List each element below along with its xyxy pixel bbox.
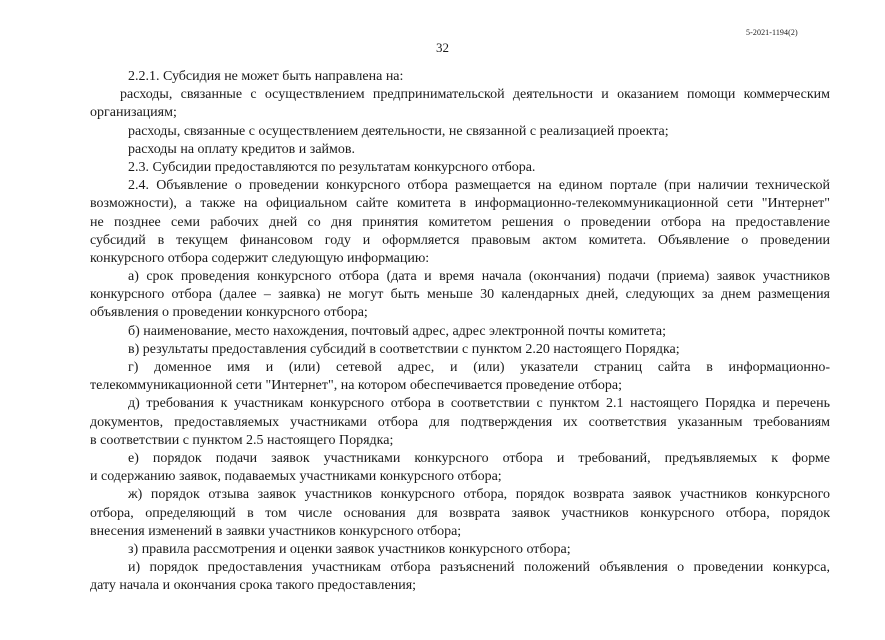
text-line: организациям; (90, 105, 177, 121)
text-line: 2.2.1. Субсидия не может быть направлена на: (128, 69, 404, 84)
text-line: телекоммуникационной сети "Интернет", на котором обеспечивается проведение отбора; (90, 378, 623, 394)
text-line: в соответствии с пунктом 2.5 настоящего Порядка; (90, 432, 394, 448)
text-line: в) результаты предоставления субсидий в соответствии с пунктом 2.20 настоящего Порядка; (128, 341, 680, 357)
text-line: документов, предоставляемых участниками отбора для подтверждения их соответствия указанным требованиям (90, 414, 830, 430)
text-line: конкурсного отбора содержит следующую информацию: (90, 250, 430, 266)
text-line: отбора, определяющий в том числе основания для возврата заявок участников конкурсного отбора, порядок (90, 505, 830, 521)
text-line: а) срок проведения конкурсного отбора (дата и время начала (окончания) подачи (приема) заявок участников (128, 269, 830, 285)
text-line: 2.3. Субсидии предоставляются по результатам конкурсного отбора. (128, 159, 536, 175)
document-id: 5-2021-1194(2) (746, 28, 798, 37)
text-line: з) правила рассмотрения и оценки заявок участников конкурсного отбора; (128, 541, 571, 557)
text-line: д) требования к участникам конкурсного отбора в соответствии с пунктом 2.1 настоящего Порядка и перечень (128, 396, 830, 412)
text-line: конкурсного отбора (далее – заявка) не могут быть меньше 30 календарных дней, следующих за днем размещения (90, 287, 830, 303)
text-line: е) порядок подачи заявок участниками конкурсного отбора и требований, предъявляемых к форме (128, 450, 830, 466)
text-line: расходы, связанные с осуществлением деятельности, не связанной с реализацией проекта; (128, 123, 669, 139)
text-line: возможности), а также на официальном сайте комитета в информационно-телекоммуникационной сети "Интернет" (90, 196, 830, 212)
text-line: расходы, связанные с осуществлением предпринимательской деятельности и оказанием помощи коммерческим (120, 87, 830, 103)
text-line: внесения изменений в заявки участников конкурсного отбора; (90, 523, 462, 539)
document-body (90, 68, 830, 595)
text-line: дату начала и окончания срока такого предоставления; (90, 578, 417, 594)
text-line: и содержанию заявок, подаваемых участниками конкурсного отбора; (90, 469, 502, 485)
text-line: субсидий в текущем финансовом году и оформляется правовым актом комитета. Объявление о проведении (90, 232, 830, 248)
text-line: объявления о проведении конкурсного отбора; (90, 305, 368, 321)
text-line: и) порядок предоставления участникам отбора разъяснений положений объявления о проведении конкурса, (128, 560, 830, 576)
text-line: не позднее семи рабочих дней со дня принятия комитетом решения о проведении отбора на предоставление (90, 214, 830, 230)
text-line: расходы на оплату кредитов и займов. (128, 141, 355, 157)
text-line: г) доменное имя и (или) сетевой адрес, и (или) указатели страниц сайта в информационно- (128, 360, 830, 375)
text-line: ж) порядок отзыва заявок участников конкурсного отбора, порядок возврата заявок участников конкурсного (128, 487, 830, 503)
text-line: 2.4. Объявление о проведении конкурсного отбора размещается на едином портале (при наличии технической (128, 178, 830, 194)
text-line: б) наименование, место нахождения, почтовый адрес, адрес электронной почты комитета; (128, 323, 666, 339)
page-number: 32 (436, 40, 449, 55)
